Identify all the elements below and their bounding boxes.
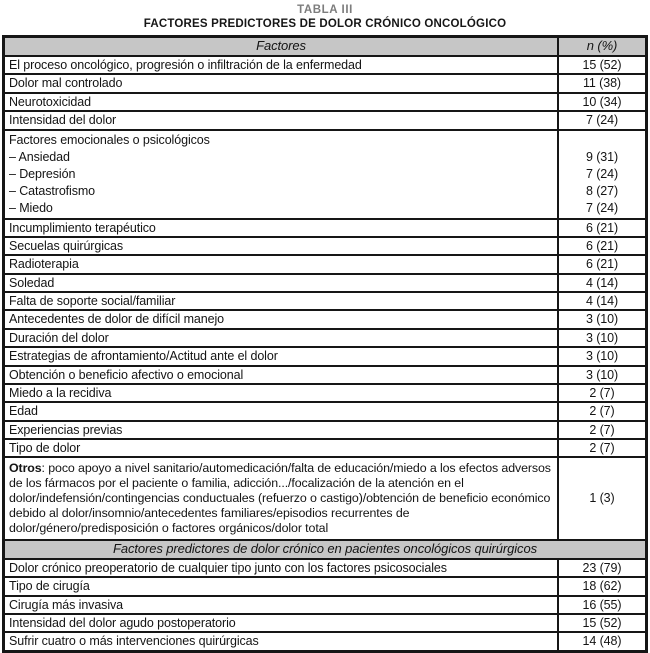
factor-label: Dolor crónico preoperatorio de cualquier tipo junto con los factores psicosociales: [4, 559, 559, 577]
table-row: [4, 439, 647, 457]
factor-label: Intensidad del dolor: [4, 111, 559, 129]
factor-value: 10 (34): [558, 93, 647, 111]
factor-value: 18 (62): [558, 577, 647, 595]
factor-label: Miedo a la recidiva: [4, 384, 559, 402]
table-row-emotional-group: [4, 130, 647, 219]
table-header-row: [4, 37, 647, 57]
factor-value: 6 (21): [558, 237, 647, 255]
group-item-label: – Catastrofismo: [9, 183, 96, 198]
column-header-n-pct: n (%): [558, 37, 647, 57]
factor-value: 3 (10): [558, 329, 647, 347]
group-value-spacer: [561, 132, 643, 149]
factor-value: 15 (52): [558, 56, 647, 74]
factor-label: Sufrir cuatro o más intervenciones quirúrgicas: [4, 632, 559, 651]
factor-label: Tipo de dolor: [4, 439, 559, 457]
factor-label: Tipo de cirugía: [4, 577, 559, 595]
column-header-factors: Factores: [4, 37, 559, 57]
otros-bold-prefix: Otros: [9, 461, 42, 476]
table-row: [4, 310, 647, 328]
table-row: [4, 93, 647, 111]
table-row: [4, 614, 647, 632]
factor-value: 4 (14): [558, 292, 647, 310]
table-row: [4, 255, 647, 273]
factor-value: 14 (48): [558, 632, 647, 651]
table-row: [4, 74, 647, 92]
table-row: [4, 219, 647, 237]
factor-label: Falta de soporte social/familiar: [4, 292, 559, 310]
otros-value: 1 (3): [558, 457, 647, 540]
table-row: [4, 577, 647, 595]
group-item-label: – Depresión: [9, 166, 76, 181]
table-row: [4, 347, 647, 365]
group-title: Factores emocionales o psicológicos: [9, 132, 210, 147]
factor-label: Estrategias de afrontamiento/Actitud ante el dolor: [4, 347, 559, 365]
section-header-label: Factores predictores de dolor crónico en pacientes oncológicos quirúrgicos: [4, 540, 647, 559]
factor-label: Soledad: [4, 274, 559, 292]
factor-label: El proceso oncológico, progresión o infiltración de la enfermedad: [4, 56, 559, 74]
factor-label: Radioterapia: [4, 255, 559, 273]
factor-label: Neurotoxicidad: [4, 93, 559, 111]
factor-value: 3 (10): [558, 310, 647, 328]
emotional-group-values: [558, 130, 647, 219]
factor-value: 7 (24): [558, 111, 647, 129]
factor-value: 3 (10): [558, 366, 647, 384]
group-item-label: – Ansiedad: [9, 149, 70, 164]
factor-label: Secuelas quirúrgicas: [4, 237, 559, 255]
factor-value: 2 (7): [558, 384, 647, 402]
emotional-group-cell: [4, 130, 559, 219]
table-row: [4, 111, 647, 129]
section-header-row: [4, 540, 647, 559]
factor-label: Cirugía más invasiva: [4, 596, 559, 614]
group-item-value: 7 (24): [585, 166, 619, 181]
factor-value: 6 (21): [558, 255, 647, 273]
factor-value: 16 (55): [558, 596, 647, 614]
predictors-table: [2, 35, 648, 653]
factor-label: Obtención o beneficio afectivo o emocional: [4, 366, 559, 384]
table-row: [4, 56, 647, 74]
table-row: [4, 237, 647, 255]
factor-value: 2 (7): [558, 402, 647, 420]
group-item-value: 8 (27): [585, 183, 619, 198]
table-subtitle: FACTORES PREDICTORES DE DOLOR CRÓNICO ONCOLÓGICO: [143, 18, 507, 30]
factor-label: Duración del dolor: [4, 329, 559, 347]
factor-label: Intensidad del dolor agudo postoperatorio: [4, 614, 559, 632]
factor-value: 2 (7): [558, 439, 647, 457]
group-item-label: – Miedo: [9, 200, 53, 215]
table-row: [4, 366, 647, 384]
table-row-otros: [4, 457, 647, 540]
group-item-value: 7 (24): [585, 200, 619, 215]
factor-value: 23 (79): [558, 559, 647, 577]
factor-value: 15 (52): [558, 614, 647, 632]
table-row: [4, 559, 647, 577]
factor-value: 4 (14): [558, 274, 647, 292]
table-row: [4, 292, 647, 310]
table-row: [4, 329, 647, 347]
group-item-value: 9 (31): [585, 149, 619, 164]
table-row: [4, 274, 647, 292]
factor-label: Experiencias previas: [4, 421, 559, 439]
factor-value: 2 (7): [558, 421, 647, 439]
table-row: [4, 421, 647, 439]
otros-cell: [4, 457, 559, 540]
factor-label: Antecedentes de dolor de difícil manejo: [4, 310, 559, 328]
table-number-title: TABLA III: [297, 4, 353, 16]
table-row: [4, 596, 647, 614]
factor-value: 3 (10): [558, 347, 647, 365]
otros-text: : poco apoyo a nivel sanitario/automedicación/falta de educación/miedo a los efectos adversos de los fármacos por el paciente o familia, adicción.../focalización de la atención en el dolor/indefensión/contingencias conductuales (refuerzo o castigo)/obtención de beneficio económico debido al dolor/insomnio/antecedentes familiares/episodios recurrentes de dolor/género/predisposición o factores orgánicos/dolor total: [9, 461, 551, 535]
factor-value: 6 (21): [558, 219, 647, 237]
table-row: [4, 402, 647, 420]
table-row: [4, 632, 647, 651]
factor-label: Dolor mal controlado: [4, 74, 559, 92]
factor-value: 11 (38): [558, 74, 647, 92]
factor-label: Edad: [4, 402, 559, 420]
factor-label: Incumplimiento terapéutico: [4, 219, 559, 237]
table-row: [4, 384, 647, 402]
